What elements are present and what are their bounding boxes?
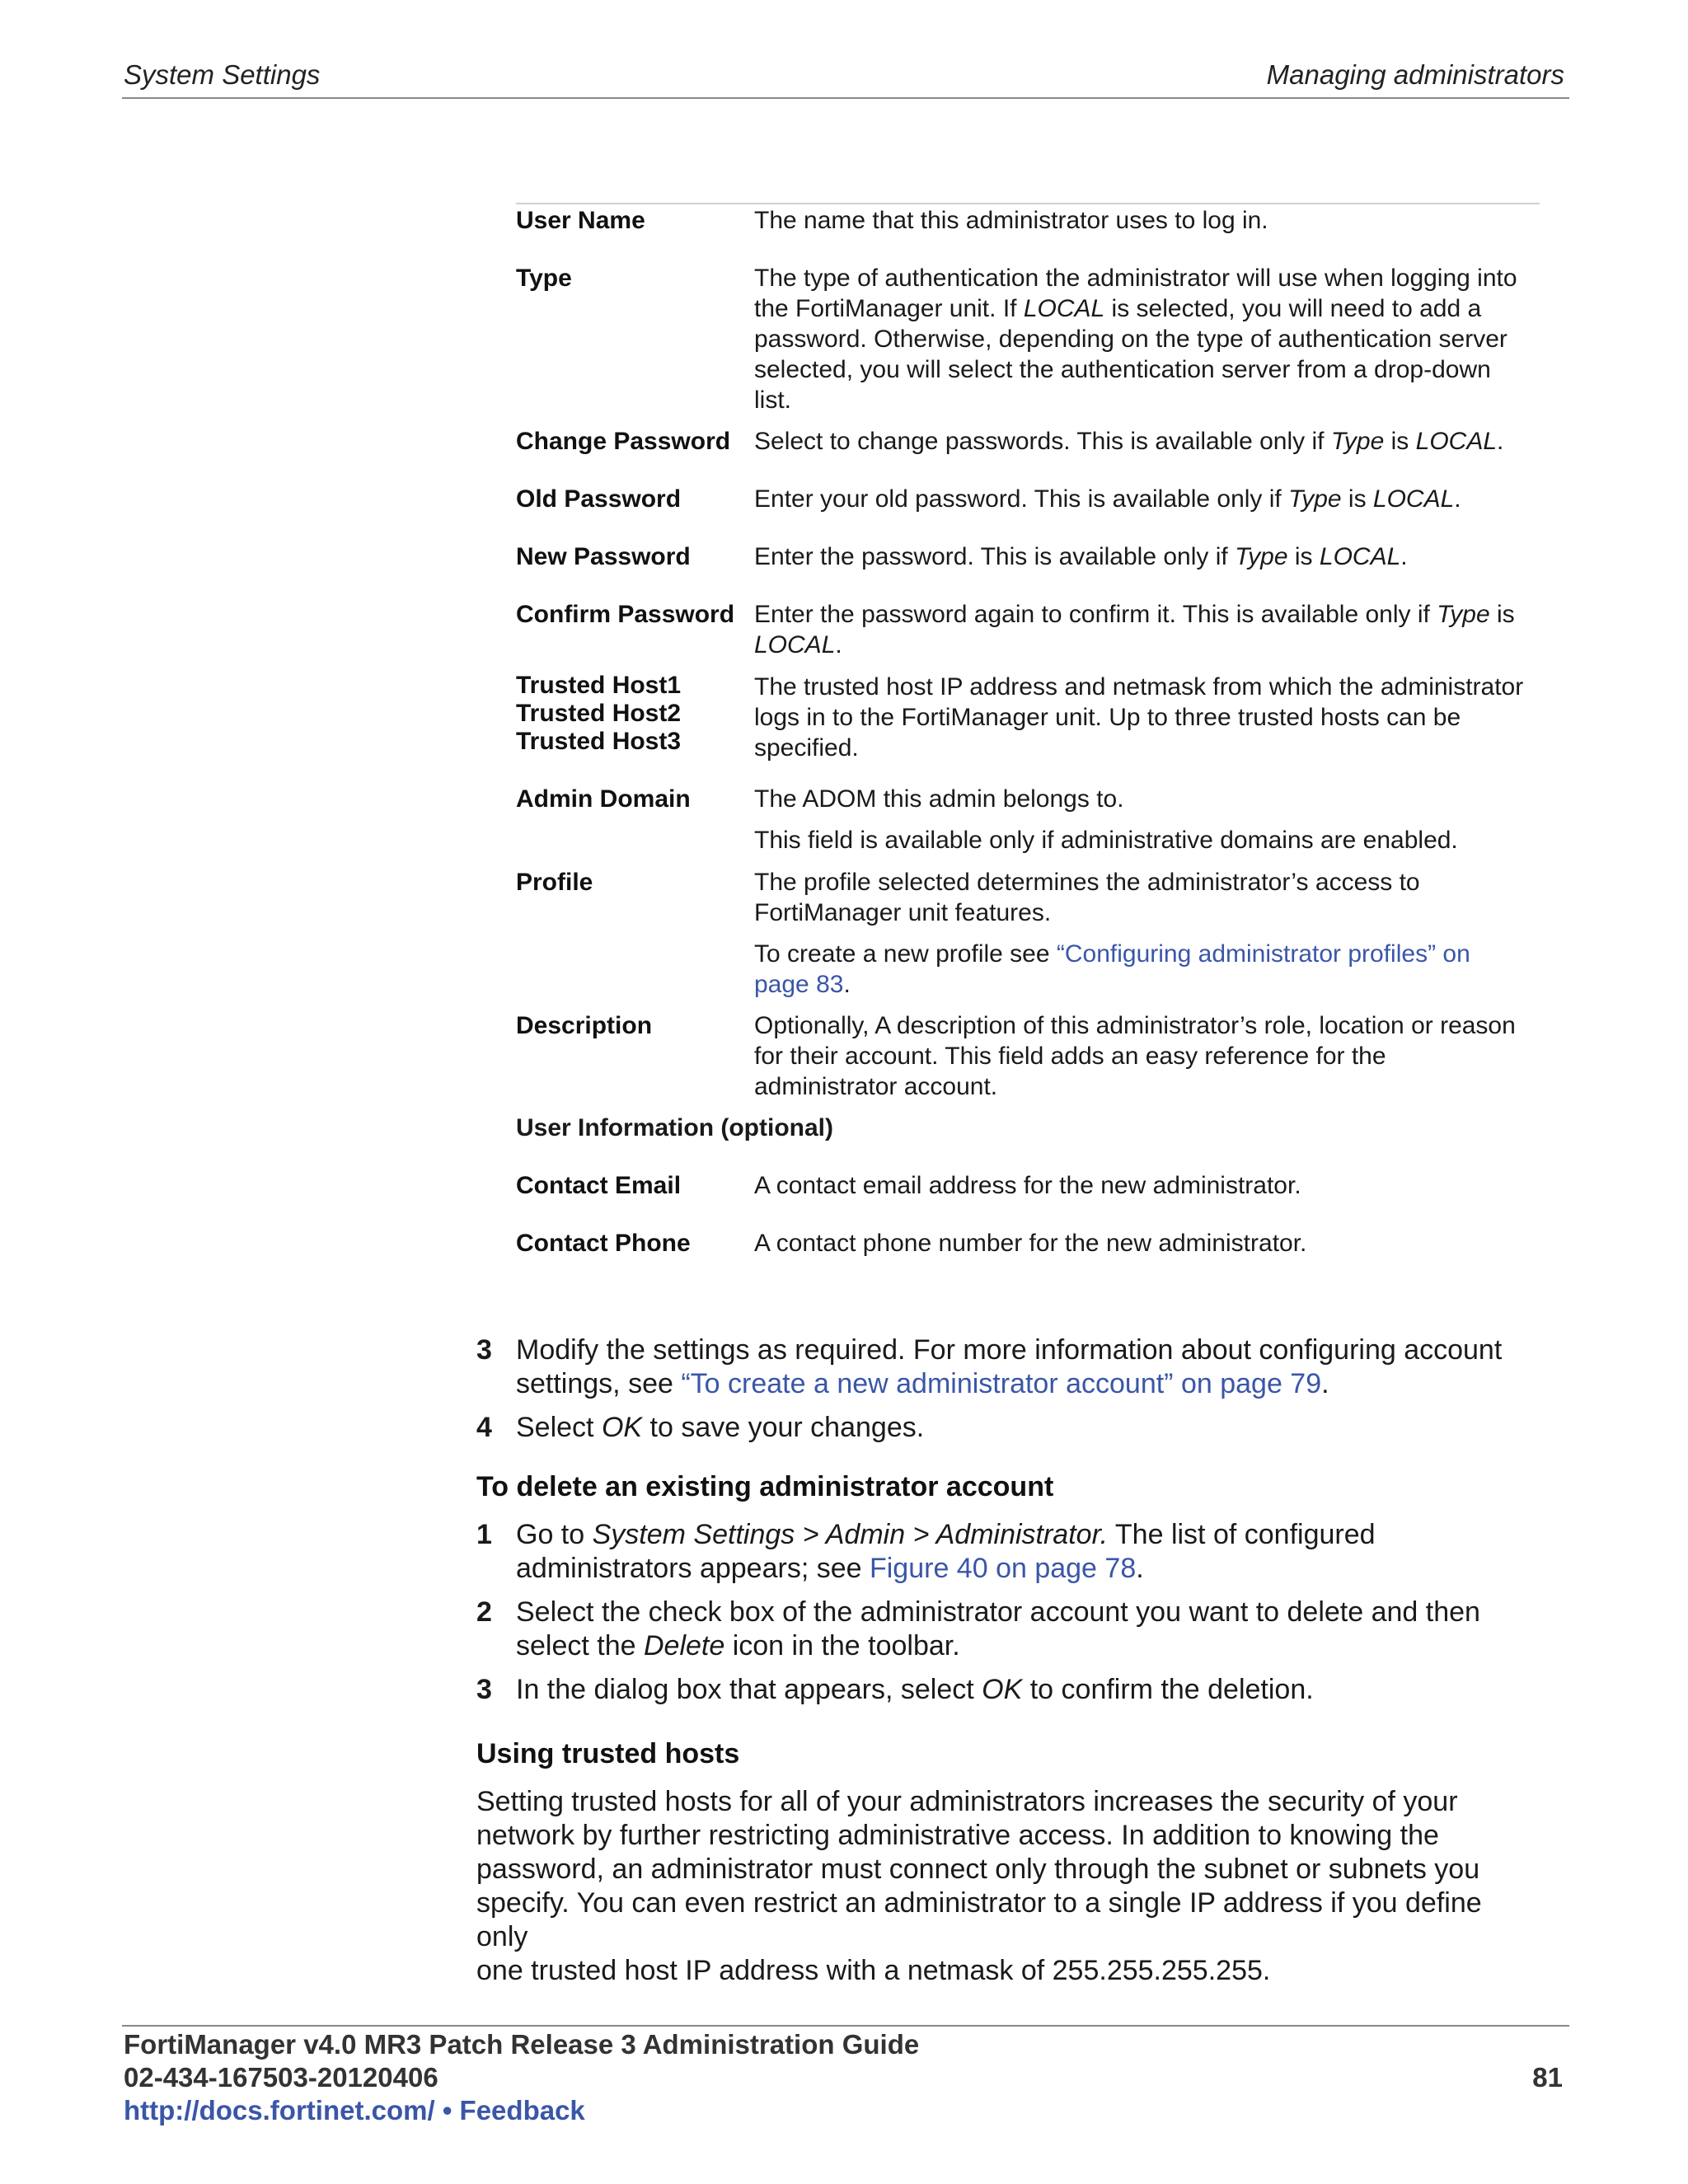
footer-doc-id: 02-434-167503-20120406 xyxy=(124,2062,438,2093)
user-information-heading: User Information (optional) xyxy=(516,1114,833,1141)
term-trusted-host3: Trusted Host3 xyxy=(516,728,682,755)
trusted-hosts-paragraph xyxy=(476,1785,1540,1988)
term-trusted-host1: Trusted Host1 xyxy=(516,672,682,699)
footer-links xyxy=(124,2094,585,2127)
paragraph-line: password, an administrator must connect only through the subnet or subnets you xyxy=(476,1854,1480,1885)
desc-line: The profile selected determines the administrator’s access to xyxy=(754,869,1420,896)
docs-url-link[interactable]: http://docs.fortinet.com/ xyxy=(124,2095,435,2125)
desc-confirm-password xyxy=(754,599,1540,660)
desc-line: The trusted host IP address and netmask from which the administrator xyxy=(754,673,1524,701)
paragraph-line: one trusted host IP address with a netmask of 255.255.255.255. xyxy=(476,1955,1271,1986)
step-number: 1 xyxy=(476,1519,492,1550)
desc-line: for their account. This field adds an easy reference for the xyxy=(754,1043,1386,1070)
desc-contact-email: A contact email address for the new administrator. xyxy=(754,1172,1301,1199)
term-new-password: New Password xyxy=(516,543,691,570)
term-description: Description xyxy=(516,1012,653,1039)
desc-line: To create a new profile see “Configuring administrator profiles” on xyxy=(754,940,1470,968)
table-top-rule xyxy=(516,203,1540,204)
running-header-chapter: Managing administrators xyxy=(1266,59,1564,90)
desc-line: This field is available only if administrative domains are enabled. xyxy=(754,827,1458,854)
step-text: Go to System Settings > Admin > Administrator. The list of configured administrators appears; see Figure 40 on page 78. xyxy=(516,1519,1376,1584)
term-contact-phone: Contact Phone xyxy=(516,1230,691,1257)
trusted-hosts-heading: Using trusted hosts xyxy=(476,1738,740,1769)
term-admin-domain: Admin Domain xyxy=(516,785,691,813)
step-text: In the dialog box that appears, select OK to confirm the deletion. xyxy=(516,1674,1314,1705)
desc-type xyxy=(754,263,1540,415)
header-divider xyxy=(122,97,1569,99)
term-contact-email: Contact Email xyxy=(516,1172,682,1199)
link-page-83[interactable]: page 83 xyxy=(754,971,844,998)
link-figure-40[interactable]: Figure 40 on page 78 xyxy=(869,1553,1137,1584)
step-number: 3 xyxy=(476,1674,492,1705)
step-text: Select the check box of the administrator account you want to delete and then select the Delete icon in the toolbar. xyxy=(516,1596,1480,1661)
desc-description xyxy=(754,1010,1540,1102)
footer-divider xyxy=(122,2025,1569,2027)
desc-line: password. Otherwise, depending on the type of authentication server xyxy=(754,326,1507,353)
step-text: Select OK to save your changes. xyxy=(516,1412,925,1443)
desc-admin-domain xyxy=(754,784,1540,855)
step-number: 4 xyxy=(476,1412,492,1443)
link-create-admin-account[interactable]: “To create a new administrator account” on page 79 xyxy=(681,1368,1322,1399)
desc-line: logs in to the FortiManager unit. Up to three trusted hosts can be xyxy=(754,704,1461,731)
paragraph-line: specify. You can even restrict an administrator to a single IP address if you define only xyxy=(476,1887,1482,1952)
term-user-name: User Name xyxy=(516,207,645,234)
desc-line: FortiManager unit features. xyxy=(754,899,1052,926)
desc-line: The type of authentication the administrator will use when logging into xyxy=(754,265,1517,292)
desc-old-password: Enter your old password. This is available only if Type is LOCAL. xyxy=(754,485,1461,513)
desc-line: Optionally, A description of this administrator’s role, location or reason xyxy=(754,1012,1516,1039)
step-number: 3 xyxy=(476,1334,492,1366)
running-header-section: System Settings xyxy=(124,59,321,90)
term-trusted-hosts xyxy=(516,672,751,756)
separator-bullet: • xyxy=(434,2095,460,2125)
desc-line: page 83. xyxy=(754,971,851,998)
desc-line: Enter the password again to confirm it. This is available only if Type is xyxy=(754,601,1515,628)
desc-contact-phone: A contact phone number for the new administrator. xyxy=(754,1230,1307,1257)
desc-line: the FortiManager unit. If LOCAL is selected, you will need to add a xyxy=(754,295,1482,322)
delete-account-heading: To delete an existing administrator account xyxy=(476,1471,1054,1502)
term-trusted-host2: Trusted Host2 xyxy=(516,700,682,727)
step-number: 2 xyxy=(476,1596,492,1628)
link-configuring-profiles[interactable]: “Configuring administrator profiles” on xyxy=(1056,940,1470,968)
desc-line: specified. xyxy=(754,734,859,762)
desc-line: The ADOM this admin belongs to. xyxy=(754,785,1124,813)
term-type: Type xyxy=(516,265,572,292)
term-profile: Profile xyxy=(516,869,593,896)
step-text: Modify the settings as required. For more information about configuring account settings, see “To create a new administrator account” on page 79. xyxy=(516,1334,1503,1399)
term-change-password: Change Password xyxy=(516,428,731,455)
desc-change-password: Select to change passwords. This is available only if Type is LOCAL. xyxy=(754,428,1504,455)
feedback-link[interactable]: Feedback xyxy=(459,2095,585,2125)
paragraph-line: Setting trusted hosts for all of your administrators increases the security of your xyxy=(476,1786,1458,1817)
desc-profile xyxy=(754,867,1540,1000)
desc-trusted-hosts xyxy=(754,672,1540,763)
desc-user-name: The name that this administrator uses to log in. xyxy=(754,207,1268,234)
term-old-password: Old Password xyxy=(516,485,682,513)
desc-line: administrator account. xyxy=(754,1073,998,1100)
paragraph-line: network by further restricting administrative access. In addition to knowing the xyxy=(476,1820,1439,1851)
term-confirm-password: Confirm Password xyxy=(516,601,735,628)
footer-guide-title: FortiManager v4.0 MR3 Patch Release 3 Administration Guide xyxy=(124,2029,920,2060)
desc-new-password: Enter the password. This is available only if Type is LOCAL. xyxy=(754,543,1408,570)
desc-line: list. xyxy=(754,387,791,414)
page-number: 81 xyxy=(1532,2062,1563,2093)
desc-line: LOCAL. xyxy=(754,631,842,658)
desc-line: selected, you will select the authentication server from a drop-down xyxy=(754,356,1491,383)
